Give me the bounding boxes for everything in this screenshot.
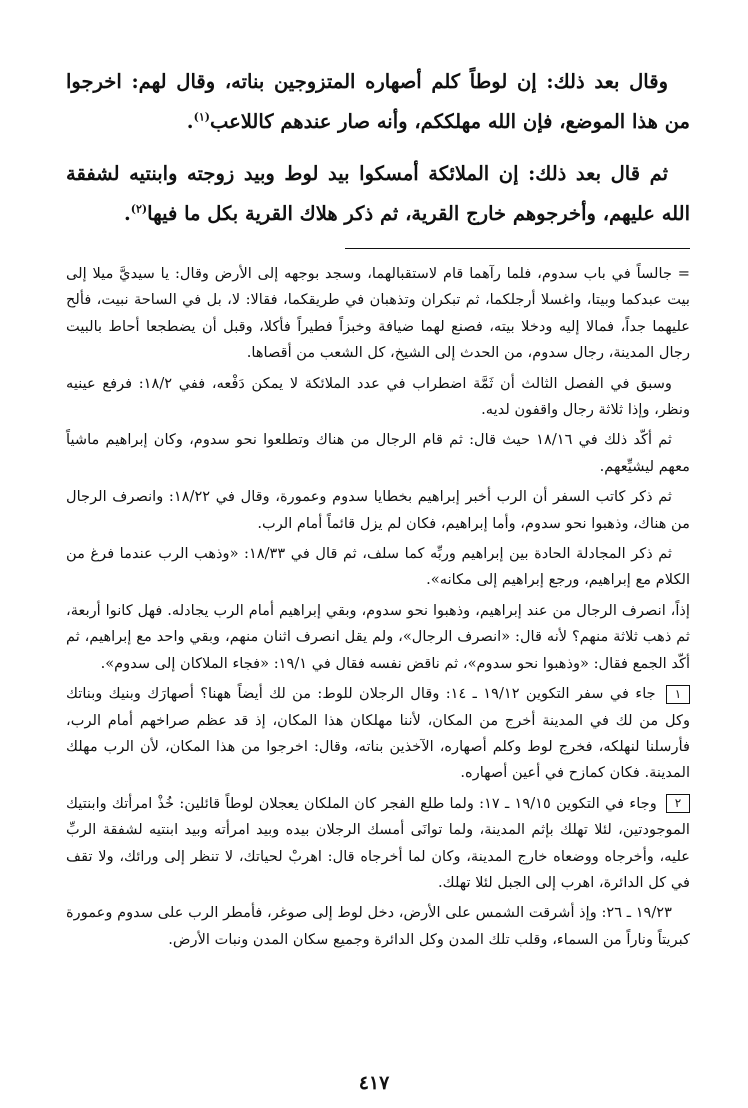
footnotes — [66, 261, 690, 953]
footnote-1: ١ جاء في سفر التكوين ١٩/١٢ ـ ١٤: وقال الرجلان للوط: من لك أيضاً ههنا؟ أصهارَك وبنيك وبناتك وكل من لك في المدينة أخرج من المكان، لأننا مهلكان هذا المكان، إذ قد عظم صراخهم أمام الرب، فأرسلنا لنهلكه، فخرج لوط وكلم أصهاره، الآخذين بناته، وقال: اخرجوا من هذا المكان، لأن الرب مهلك المدينة. فكان كمازح في أعين أصهاره. — [66, 685, 690, 782]
footnote-2: ٢ وجاء في التكوين ١٩/١٥ ـ ١٧: ولما طلع الفجر كان الملكان يعجلان لوطاً قائلين: خُذْ امرأتك وابنتيك الموجودتين، لئلا تهلك بإثم المدينة، ولما توانَى أمسك الرجلان بيده وبيد امرأته وبيد ابنتيه لشفقة الربِّ عليه، وأخرجاه ووضعاه خارج المدينة، وكان لما أخرجاه قال: اهربْ لحياتك، لا تنظر إلى ورائك، ولا تقف في كل الدائرة، اهرب إلى الجبل لئلا تهلك. — [66, 794, 690, 891]
footnote-paragraph: إذاً، انصرف الرجال من عند إبراهيم، وذهبوا نحو سدوم، وبقي إبراهيم أمام الرب يجادله. فهل كانوا أربعة، ثم ذهب ثلاثة منهم؟ لأنه قال: «انصرف الرجال»، ولم يقل انصرف اثنان منهم، وبقي واحد مع إبراهيم، ثم أكّد الجمع فقال: «وذهبوا نحو سدوم»، ثم ناقض نفسه فقال في ١٩/١: «فجاء الملاكان إلى سدوم». — [66, 601, 690, 672]
page-body — [66, 62, 690, 957]
footnote-ref[interactable]: (١) — [193, 110, 210, 124]
page-number: ٤١٧ — [358, 1072, 390, 1094]
footnote-paragraph: ثم أكّد ذلك في ١٨/١٦ حيث قال: ثم قام الرجال من هناك وتطلعوا نحو سدوم، وكان إبراهيم ماشياً معهم ليشيِّعهم. — [66, 431, 690, 475]
main-text — [66, 62, 690, 234]
footnote-marker-2: ٢ — [666, 794, 690, 813]
main-paragraph: وقال بعد ذلك: إن لوطاً كلم أصهاره المتزوجين بناته، وقال لهم: اخرجوا من هذا الموضع، فإن الله مهلككم، وأنه صار عندهم كاللاعب$^{(١)}$. — [66, 70, 690, 133]
footnote-paragraph: وسبق في الفصل الثالث أن ثَمَّة اضطراب في عدد الملائكة لا يمكن دَفْعه، ففي ١٨/٢: فرفع عينيه ونظر، وإذا ثلاثة رجال واقفون لديه. — [66, 374, 690, 419]
footnote-ref[interactable]: (٢) — [130, 202, 148, 216]
footnote-continuation: = جالساً في باب سدوم، فلما رآهما قام لاستقبالهما، وسجد بوجهه إلى الأرض وقال: يا سيديَّ ميلا إلى بيت عبدكما وبيتا، واغسلا أرجلكما، ثم تبكران وتذهبان في طريقكما، فقالا: لا، بل في الساحة نبيت، فألح عليهما جداً، فمالا إليه ودخلا بيته، فصنع لهما ضيافة وخبزاً فطيراً فأكلا، وقبل أن يضطجعا أحاط بالبيت رجال المدينة، رجال سدوم، من الحدث إلى الشيخ، كل الشعب من أقصاها. — [66, 265, 690, 362]
footnote-paragraph: ثم ذكر كاتب السفر أن الرب أخبر إبراهيم بخطايا سدوم وعمورة، وقال في ١٨/٢٢: وانصرف الرجال من هناك، وذهبوا نحو سدوم، وأما إبراهيم، فكان لم يزل قائماً أمام الرب. — [66, 488, 690, 532]
footnote-marker-1: ١ — [666, 685, 690, 704]
main-paragraph: ثم قال بعد ذلك: إن الملائكة أمسكوا بيد لوط وبيد زوجته وابنتيه لشفقة الله عليهم، وأخرجوهم خارج القرية، ثم ذكر هلاك القرية بكل ما فيها$^{(٢)}$. — [66, 162, 690, 225]
footnote-paragraph: ثم ذكر المجادلة الحادة بين إبراهيم وربِّه كما سلف، ثم قال في ١٨/٣٣: «وذهب الرب عندما فرغ من الكلام مع إبراهيم، ورجع إبراهيم إلى مكانه». — [66, 545, 690, 589]
footnote-separator — [345, 248, 690, 249]
footnote-paragraph: ١٩/٢٣ ـ ٢٦: وإذ أشرقت الشمس على الأرض، دخل لوط إلى صوغر، فأمطر الرب على سدوم وعمورة كبريتاً وناراً من السماء، وقلب تلك المدن وكل الدائرة وجميع سكان المدن ونبات الأرض. — [66, 904, 690, 948]
